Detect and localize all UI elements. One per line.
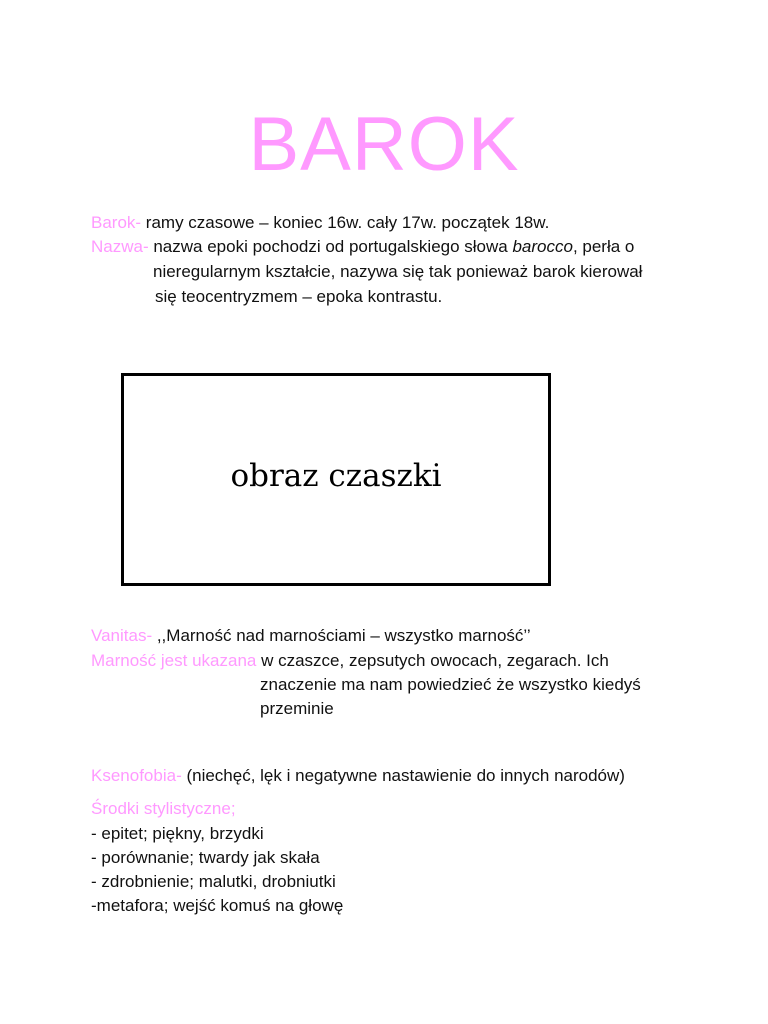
page-title: BAROK xyxy=(248,102,520,187)
srodki-item-porownanie: - porównanie; twardy jak skała xyxy=(91,848,320,867)
srodki-item-epitet: - epitet; piękny, brzydki xyxy=(91,824,264,843)
vanitas-label: Vanitas- xyxy=(91,626,153,645)
skull-image-label: obraz czaszki xyxy=(230,458,442,494)
marnosc-text: w czaszce, zepsutych owocach, zegarach. Ich xyxy=(256,651,609,670)
nazwa-italic-word: barocco xyxy=(512,237,573,256)
nazwa-label: Nazwa- xyxy=(91,237,149,256)
srodki-heading: Środki stylistyczne; xyxy=(91,799,236,818)
srodki-item-metafora: -metafora; wejść komuś na głowę xyxy=(91,896,344,915)
nazwa-line-2: nieregularnym kształcie, nazywa się tak ponieważ barok kierował xyxy=(153,262,643,281)
barok-label: Barok- xyxy=(91,213,142,232)
nazwa-line-1 xyxy=(91,235,634,259)
vanitas-text: ,,Marność nad marnościami – wszystko marność’’ xyxy=(152,626,531,645)
skull-image-placeholder xyxy=(121,373,551,586)
marnosc-line-2: znaczenie ma nam powiedzieć że wszystko kiedyś xyxy=(260,675,641,694)
ksenofobia-line xyxy=(91,764,625,788)
srodki-item-zdrobnienie: - zdrobnienie; malutki, drobniutki xyxy=(91,872,336,891)
barok-text: ramy czasowe – koniec 16w. cały 17w. początek 18w. xyxy=(141,213,550,232)
marnosc-line-3: przeminie xyxy=(260,699,334,718)
ksenofobia-label: Ksenofobia- xyxy=(91,766,182,785)
nazwa-line-3: się teocentryzmem – epoka kontrastu. xyxy=(155,287,443,306)
barok-line xyxy=(91,211,549,235)
marnosc-line-1 xyxy=(91,649,609,673)
nazwa-text-before: nazwa epoki pochodzi od portugalskiego słowa xyxy=(148,237,513,256)
marnosc-label: Marność jest ukazana xyxy=(91,651,257,670)
nazwa-text-after: , perła o xyxy=(572,237,635,256)
ksenofobia-text: (niechęć, lęk i negatywne nastawienie do innych narodów) xyxy=(181,766,625,785)
vanitas-line xyxy=(91,624,531,648)
